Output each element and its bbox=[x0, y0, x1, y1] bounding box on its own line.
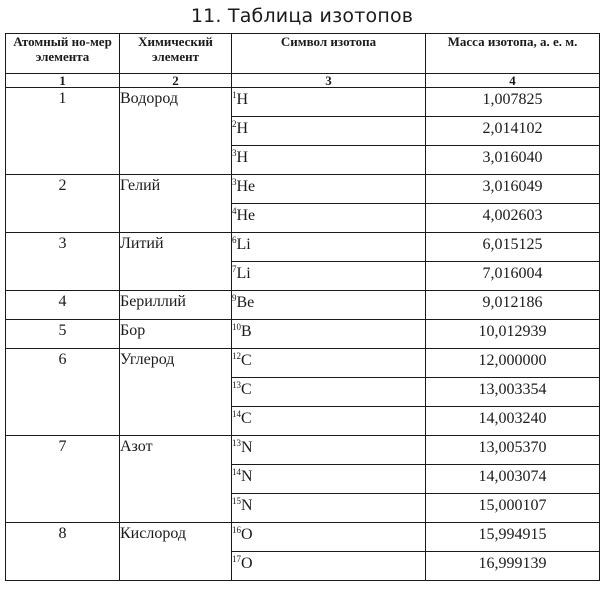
isotope-mass-cell: 15,000107 bbox=[426, 494, 600, 523]
mass-number: 13 bbox=[232, 380, 241, 390]
symbol: He bbox=[236, 178, 256, 195]
isotope-mass-cell: 7,016004 bbox=[426, 262, 600, 291]
table-row bbox=[6, 233, 600, 262]
mass-number: 16 bbox=[232, 525, 241, 535]
isotope-mass-cell: 1,007825 bbox=[426, 88, 600, 117]
isotope-mass-cell: 12,000000 bbox=[426, 349, 600, 378]
isotope-symbol-cell bbox=[232, 523, 426, 552]
isotope-symbol-cell bbox=[232, 88, 426, 117]
isotope-symbol-cell bbox=[232, 320, 426, 349]
isotope-mass-cell: 15,994915 bbox=[426, 523, 600, 552]
isotope-mass-cell: 16,999139 bbox=[426, 552, 600, 581]
mass-number: 10 bbox=[232, 322, 241, 332]
table-row bbox=[6, 523, 600, 552]
isotope-symbol-cell bbox=[232, 465, 426, 494]
atomic-number-cell: 7 bbox=[6, 436, 120, 523]
isotope-mass-cell: 6,015125 bbox=[426, 233, 600, 262]
element-name-cell: Водород bbox=[120, 88, 232, 175]
symbol: O bbox=[241, 526, 253, 543]
mass-number: 14 bbox=[232, 409, 241, 419]
isotope-symbol-cell bbox=[232, 552, 426, 581]
mass-number: 13 bbox=[232, 438, 241, 448]
table-row bbox=[6, 320, 600, 349]
column-number: 3 bbox=[232, 74, 426, 88]
isotope-mass-cell: 4,002603 bbox=[426, 204, 600, 233]
isotope-mass-cell: 10,012939 bbox=[426, 320, 600, 349]
column-number: 2 bbox=[120, 74, 232, 88]
element-name-cell: Бор bbox=[120, 320, 232, 349]
header-row bbox=[6, 34, 600, 74]
table-row bbox=[6, 175, 600, 204]
atomic-number-cell: 2 bbox=[6, 175, 120, 233]
element-name-cell: Гелий bbox=[120, 175, 232, 233]
column-number: 4 bbox=[426, 74, 600, 88]
atomic-number-cell: 1 bbox=[6, 88, 120, 175]
header-atomic-number: Атомный но-мер элемента bbox=[6, 34, 120, 74]
header-isotope-symbol: Символ изотопа bbox=[232, 34, 426, 74]
symbol: C bbox=[241, 410, 252, 427]
atomic-number-cell: 5 bbox=[6, 320, 120, 349]
isotope-symbol-cell bbox=[232, 407, 426, 436]
atomic-number-cell: 3 bbox=[6, 233, 120, 291]
symbol: H bbox=[236, 120, 249, 137]
symbol: O bbox=[241, 555, 253, 572]
isotope-symbol-cell bbox=[232, 291, 426, 320]
symbol: Li bbox=[236, 265, 251, 282]
element-name-cell: Углерод bbox=[120, 349, 232, 436]
symbol: N bbox=[241, 497, 253, 514]
element-name-cell: Кислород bbox=[120, 523, 232, 581]
atomic-number-cell: 8 bbox=[6, 523, 120, 581]
element-name-cell: Азот bbox=[120, 436, 232, 523]
isotope-mass-cell: 9,012186 bbox=[426, 291, 600, 320]
mass-number: 1 bbox=[232, 90, 237, 100]
symbol: Li bbox=[236, 236, 251, 253]
isotope-mass-cell: 14,003074 bbox=[426, 465, 600, 494]
mass-number: 17 bbox=[232, 554, 241, 564]
mass-number: 4 bbox=[232, 206, 237, 216]
isotope-symbol-cell bbox=[232, 233, 426, 262]
table-row bbox=[6, 349, 600, 378]
symbol: H bbox=[236, 149, 249, 166]
page-title: 11. Таблица изотопов bbox=[190, 5, 414, 27]
isotope-symbol-cell bbox=[232, 175, 426, 204]
symbol: C bbox=[241, 381, 252, 398]
isotope-symbol-cell bbox=[232, 262, 426, 291]
symbol: C bbox=[241, 352, 252, 369]
column-number: 1 bbox=[6, 74, 120, 88]
isotope-mass-cell: 3,016040 bbox=[426, 146, 600, 175]
mass-number: 12 bbox=[232, 351, 241, 361]
isotope-symbol-cell bbox=[232, 117, 426, 146]
mass-number: 15 bbox=[232, 496, 241, 506]
isotope-symbol-cell bbox=[232, 436, 426, 465]
isotope-mass-cell: 3,016049 bbox=[426, 175, 600, 204]
symbol: Be bbox=[236, 294, 255, 311]
isotope-symbol-cell bbox=[232, 204, 426, 233]
mass-number: 7 bbox=[232, 264, 237, 274]
isotope-mass-cell: 14,003240 bbox=[426, 407, 600, 436]
isotope-symbol-cell bbox=[232, 494, 426, 523]
column-number-row bbox=[6, 74, 600, 88]
isotope-mass-cell: 13,003354 bbox=[426, 378, 600, 407]
element-name-cell: Бериллий bbox=[120, 291, 232, 320]
atomic-number-cell: 4 bbox=[6, 291, 120, 320]
isotope-symbol-cell bbox=[232, 378, 426, 407]
table-row bbox=[6, 88, 600, 117]
isotope-table bbox=[5, 33, 600, 581]
mass-number: 3 bbox=[232, 148, 237, 158]
mass-number: 3 bbox=[232, 177, 237, 187]
symbol: H bbox=[236, 91, 249, 108]
isotope-symbol-cell bbox=[232, 349, 426, 378]
table-row bbox=[6, 436, 600, 465]
symbol: N bbox=[241, 439, 253, 456]
atomic-number-cell: 6 bbox=[6, 349, 120, 436]
symbol: N bbox=[241, 468, 253, 485]
header-element: Химический элемент bbox=[120, 34, 232, 74]
isotope-mass-cell: 2,014102 bbox=[426, 117, 600, 146]
table-row bbox=[6, 291, 600, 320]
symbol: B bbox=[241, 323, 252, 340]
header-isotope-mass: Масса изотопа, а. е. м. bbox=[426, 34, 600, 74]
symbol: He bbox=[236, 207, 256, 224]
isotope-symbol-cell bbox=[232, 146, 426, 175]
isotope-table-body bbox=[6, 88, 600, 581]
mass-number: 9 bbox=[232, 293, 237, 303]
mass-number: 6 bbox=[232, 235, 237, 245]
mass-number: 14 bbox=[232, 467, 241, 477]
element-name-cell: Литий bbox=[120, 233, 232, 291]
isotope-mass-cell: 13,005370 bbox=[426, 436, 600, 465]
mass-number: 2 bbox=[232, 119, 237, 129]
